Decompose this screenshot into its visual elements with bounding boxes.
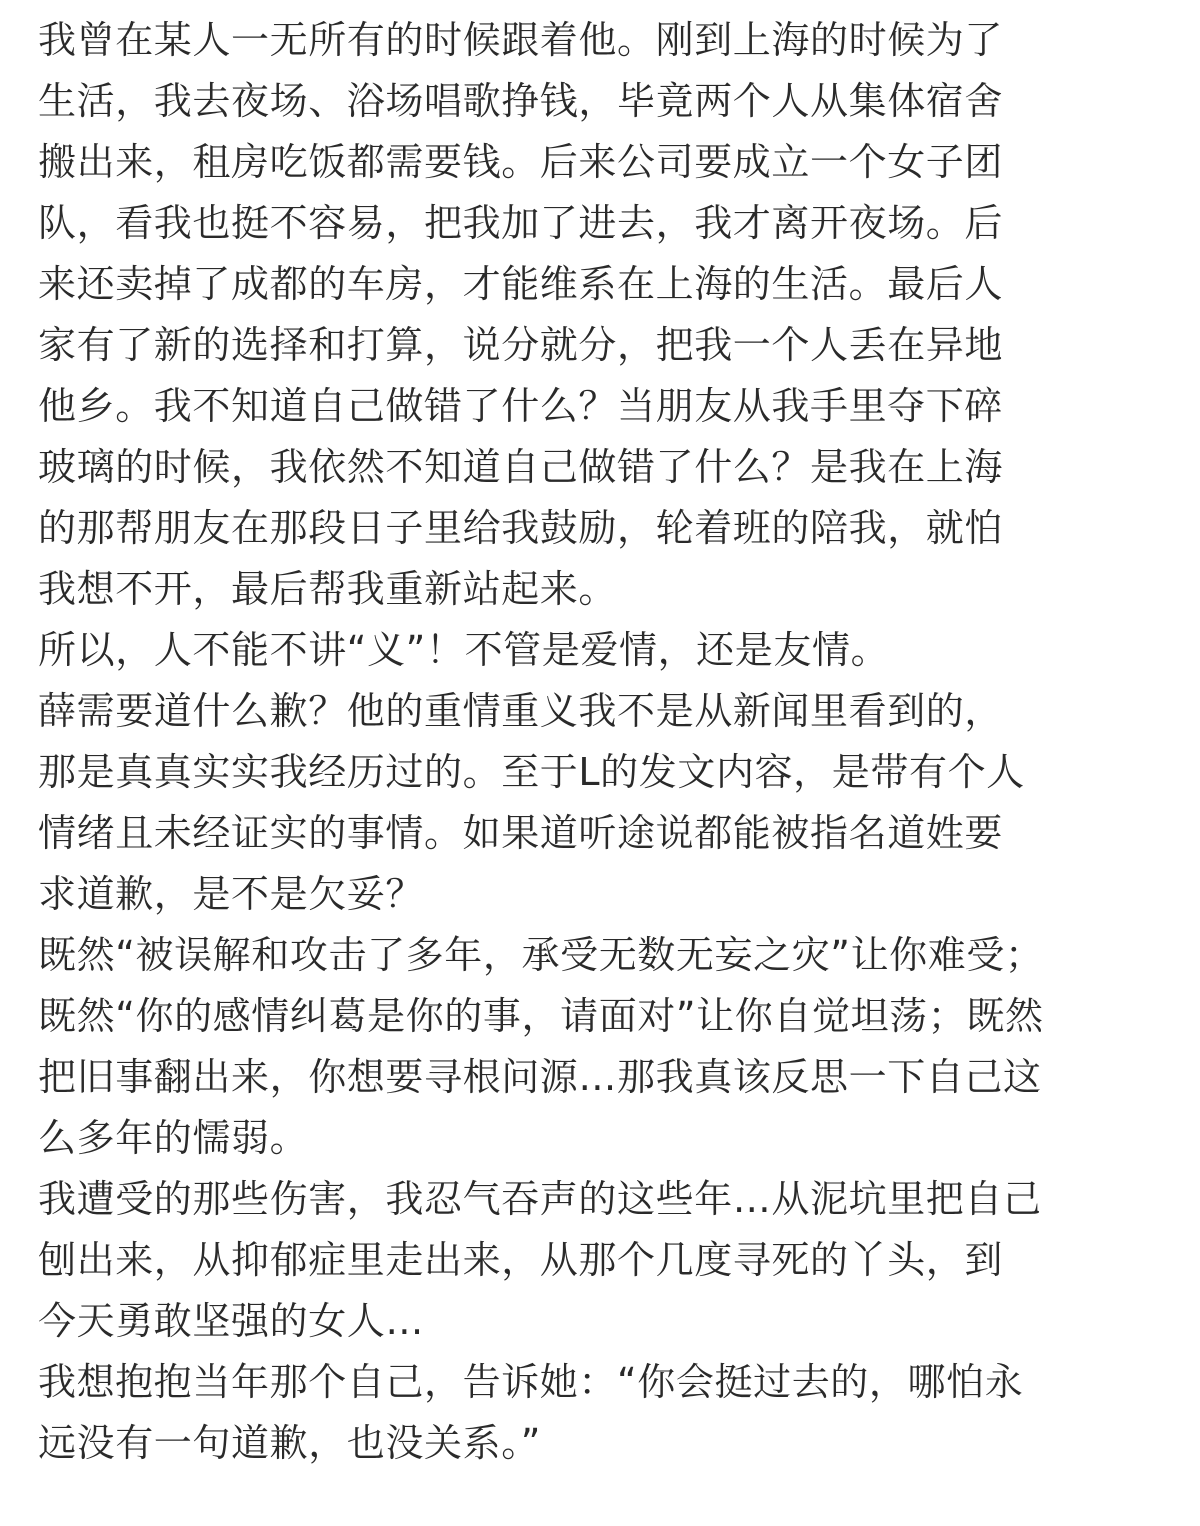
text-line: 玻璃的时候，我依然不知道自己做错了什么？是我在上海 xyxy=(38,445,1004,489)
text-line: 生活，我去夜场、浴场唱歌挣钱，毕竟两个人从集体宿舍 xyxy=(38,79,1004,123)
text-line: 远没有一句道歉，也没关系。” xyxy=(38,1421,542,1465)
text-line: 我想抱抱当年那个自己，告诉她：“你会挺过去的，哪怕永 xyxy=(38,1360,1024,1404)
text-line: 他乡。我不知道自己做错了什么？当朋友从我手里夺下碎 xyxy=(38,384,1004,428)
text-line: 既然“被误解和攻击了多年，承受无数无妄之灾”让你难受； xyxy=(38,933,1044,977)
document-body xyxy=(38,10,1168,1474)
text-line: 的那帮朋友在那段日子里给我鼓励，轮着班的陪我，就怕 xyxy=(38,506,1004,550)
text-line: 么多年的懦弱。 xyxy=(38,1116,309,1160)
text-line: 家有了新的选择和打算，说分就分，把我一个人丢在异地 xyxy=(38,323,1004,367)
text-line: 我曾在某人一无所有的时候跟着他。刚到上海的时候为了 xyxy=(38,18,1004,62)
text-line: 我想不开，最后帮我重新站起来。 xyxy=(38,567,618,611)
text-line: 来还卖掉了成都的车房，才能维系在上海的生活。最后人 xyxy=(38,262,1004,306)
text-line: 那是真真实实我经历过的。至于L的发文内容，是带有个人 xyxy=(38,750,1025,794)
text-line: 队，看我也挺不容易，把我加了进去，我才离开夜场。后 xyxy=(38,201,1004,245)
text-line: 把旧事翻出来，你想要寻根问源…那我真该反思一下自己这 xyxy=(38,1055,1042,1099)
text-line: 情绪且未经证实的事情。如果道听途说都能被指名道姓要 xyxy=(38,811,1004,855)
text-line: 今天勇敢坚强的女人… xyxy=(38,1299,425,1343)
text-line: 薛需要道什么歉？他的重情重义我不是从新闻里看到的， xyxy=(38,689,1004,733)
text-line: 刨出来，从抑郁症里走出来，从那个几度寻死的丫头，到 xyxy=(38,1238,1004,1282)
text-line: 所以，人不能不讲“义”！不管是爱情，还是友情。 xyxy=(38,628,890,672)
text-line: 既然“你的感情纠葛是你的事，请面对”让你自觉坦荡；既然 xyxy=(38,994,1044,1038)
text-line: 搬出来，租房吃饭都需要钱。后来公司要成立一个女子团 xyxy=(38,140,1004,184)
text-line: 求道歉，是不是欠妥？ xyxy=(38,872,425,916)
text-line: 我遭受的那些伤害，我忍气吞声的这些年…从泥坑里把自己 xyxy=(38,1177,1042,1221)
